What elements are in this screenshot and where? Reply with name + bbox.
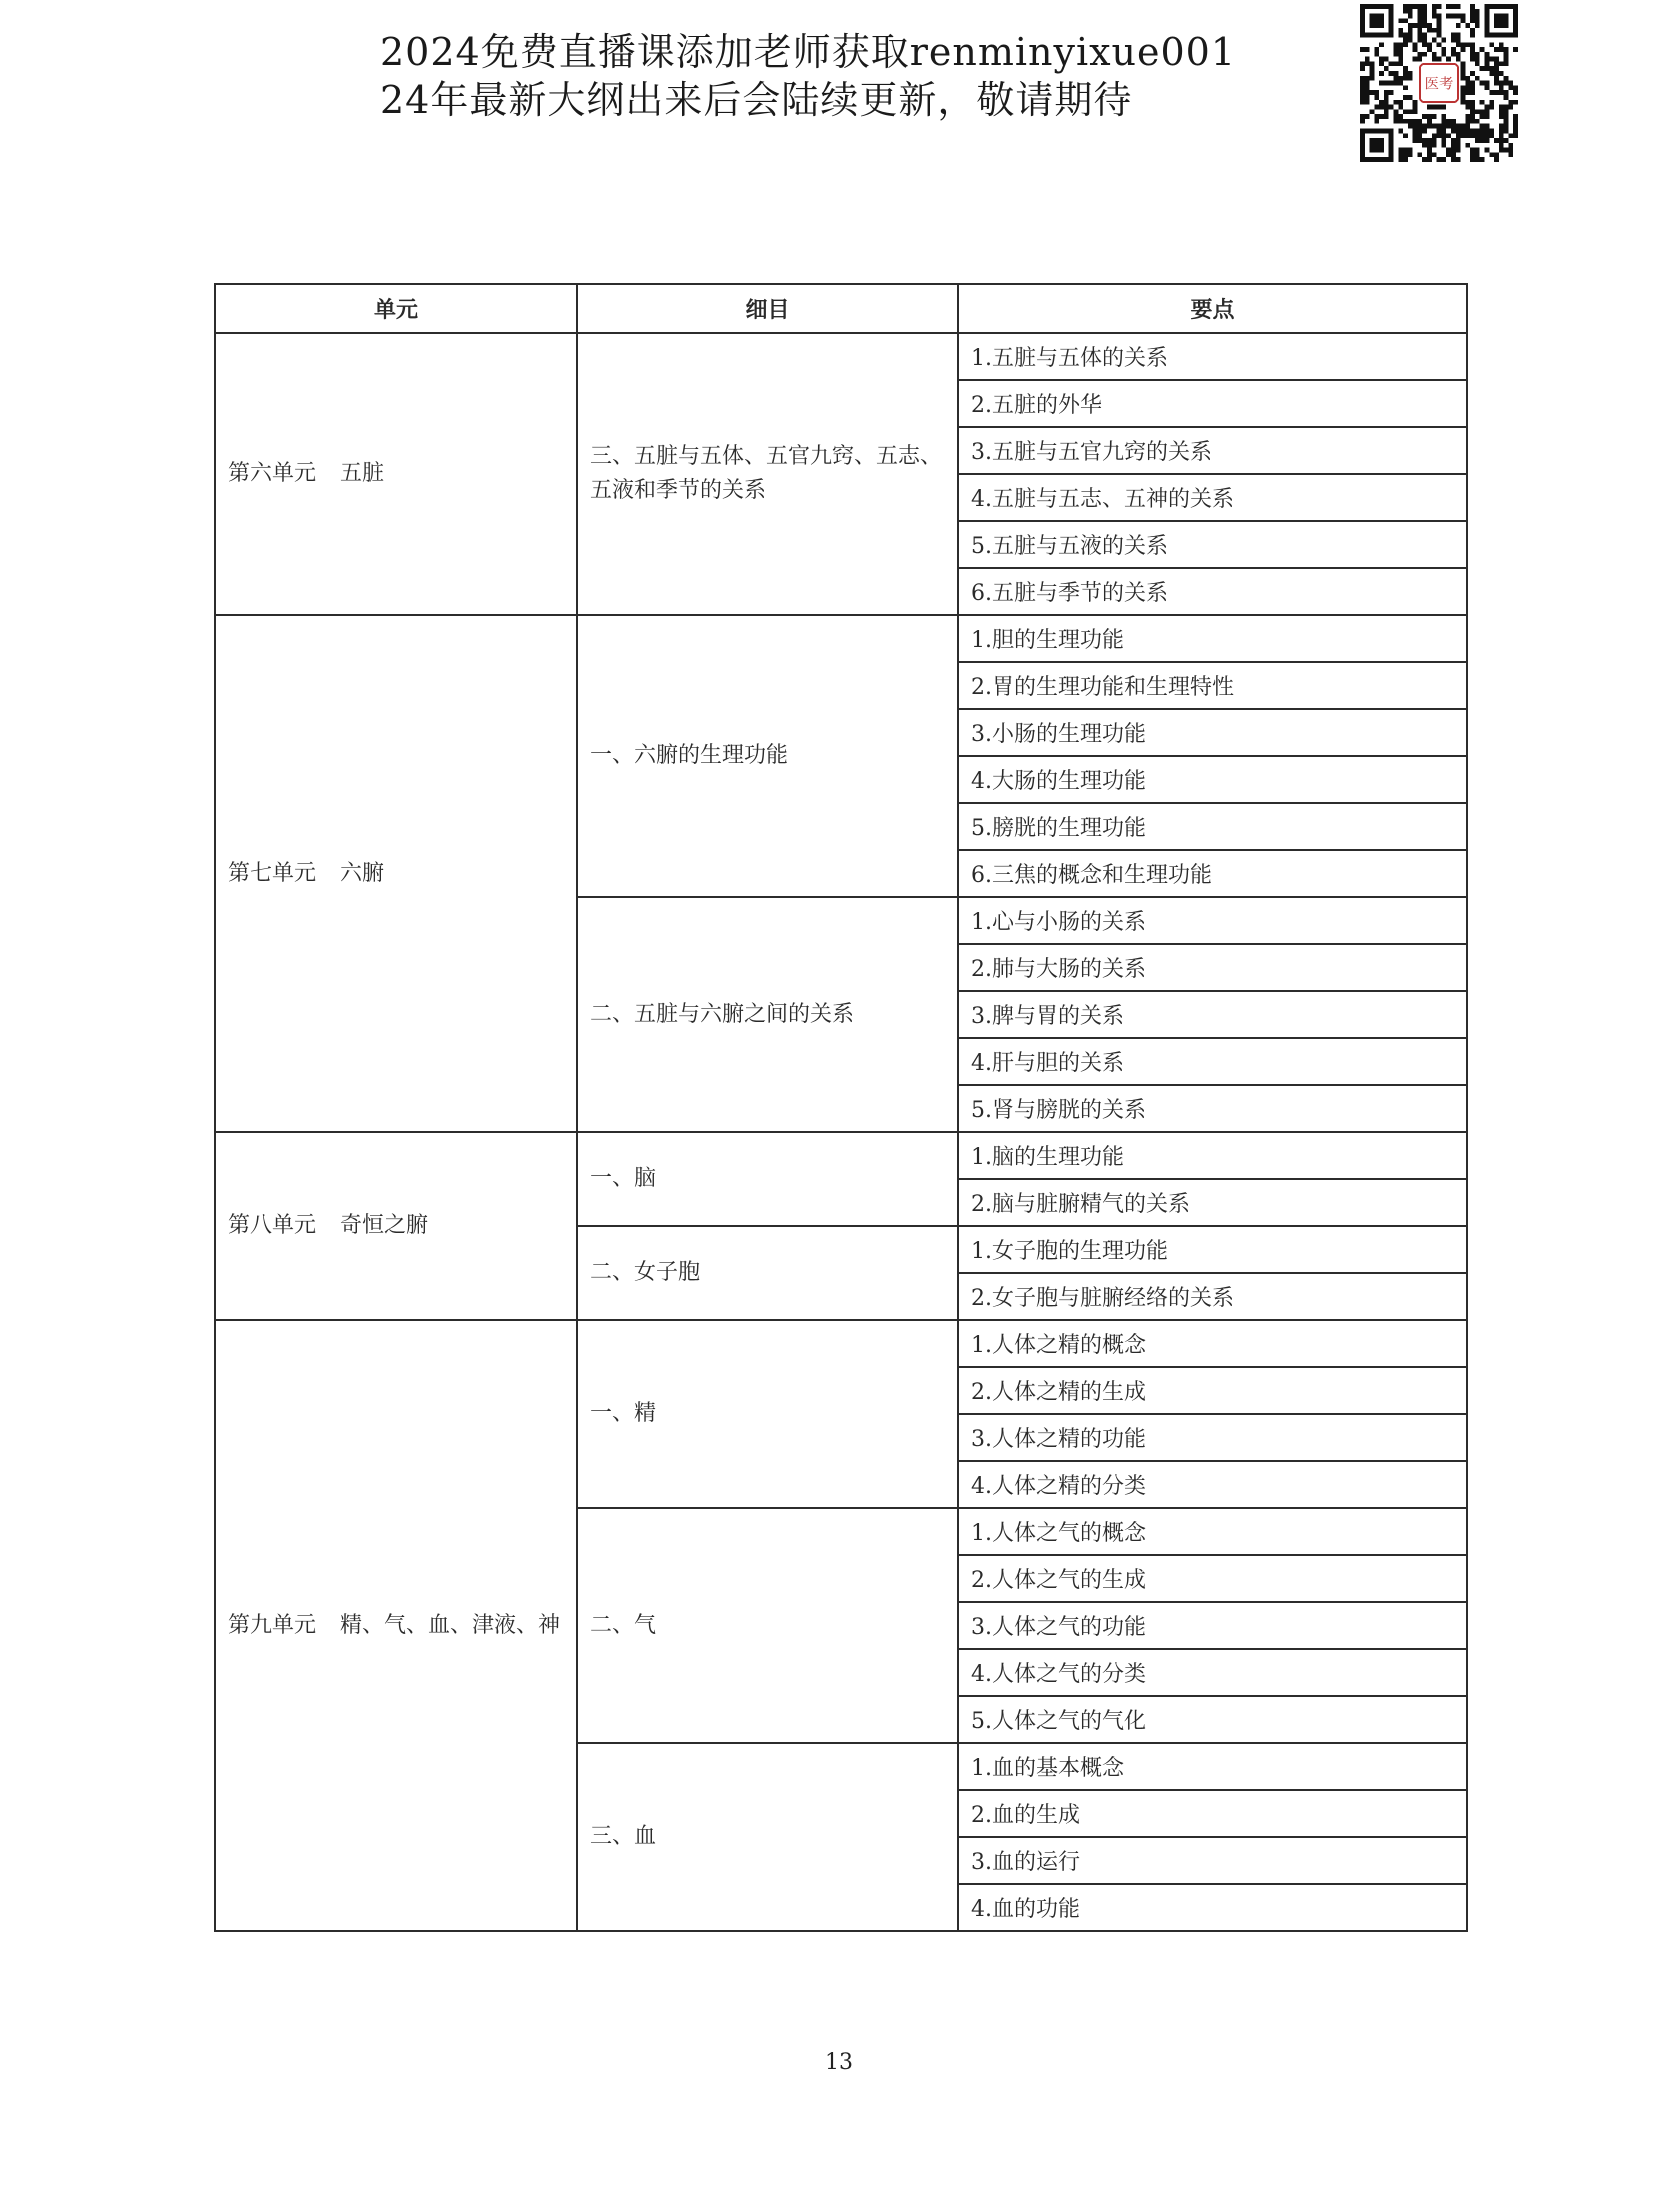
point-cell: 1.脑的生理功能: [958, 1132, 1467, 1179]
unit-cell: [215, 1320, 577, 1931]
point-cell: 1.人体之气的概念: [958, 1508, 1467, 1555]
point-cell: 2.脑与脏腑精气的关系: [958, 1179, 1467, 1226]
detail-cell: 三、五脏与五体、五官九窍、五志、五液和季节的关系: [577, 333, 958, 615]
point-cell: 4.血的功能: [958, 1884, 1467, 1931]
table-row: [215, 1132, 1467, 1179]
point-cell: 1.人体之精的概念: [958, 1320, 1467, 1367]
point-cell: 5.膀胱的生理功能: [958, 803, 1467, 850]
point-cell: 4.大肠的生理功能: [958, 756, 1467, 803]
point-cell: 1.五脏与五体的关系: [958, 333, 1467, 380]
point-cell: 2.血的生成: [958, 1790, 1467, 1837]
point-cell: 6.五脏与季节的关系: [958, 568, 1467, 615]
point-cell: 3.脾与胃的关系: [958, 991, 1467, 1038]
table-row: [215, 333, 1467, 380]
point-cell: 3.血的运行: [958, 1837, 1467, 1884]
point-cell: 2.人体之气的生成: [958, 1555, 1467, 1602]
detail-cell: 一、精: [577, 1320, 958, 1508]
point-cell: 6.三焦的概念和生理功能: [958, 850, 1467, 897]
unit-name: 六腑: [340, 860, 385, 886]
point-cell: 2.肺与大肠的关系: [958, 944, 1467, 991]
detail-cell: 二、五脏与六腑之间的关系: [577, 897, 958, 1132]
point-cell: 1.胆的生理功能: [958, 615, 1467, 662]
point-cell: 4.五脏与五志、五神的关系: [958, 474, 1467, 521]
unit-number: 第六单元: [228, 461, 317, 486]
unit-name: 精、气、血、津液、神: [340, 1612, 561, 1638]
table-row: [215, 615, 1467, 662]
point-cell: 2.人体之精的生成: [958, 1367, 1467, 1414]
point-cell: 4.人体之气的分类: [958, 1649, 1467, 1696]
point-cell: 5.肾与膀胱的关系: [958, 1085, 1467, 1132]
unit-number: 第八单元: [228, 1213, 317, 1238]
point-cell: 3.人体之气的功能: [958, 1602, 1467, 1649]
column-header-unit: 单元: [215, 284, 577, 333]
unit-name: 奇恒之腑: [340, 1213, 429, 1238]
column-header-detail: 细目: [577, 284, 958, 333]
unit-cell: [215, 615, 577, 1132]
column-header-point: 要点: [958, 284, 1467, 333]
unit-number: 第七单元: [228, 860, 317, 886]
point-cell: 3.人体之精的功能: [958, 1414, 1467, 1461]
page-number: 13: [825, 2050, 853, 2075]
header-line-2: 24年最新大纲出来后会陆续更新，敬请期待: [380, 78, 1133, 122]
unit-cell: [215, 1132, 577, 1320]
unit-cell: [215, 333, 577, 615]
table-body: [215, 333, 1467, 1931]
point-cell: 3.五脏与五官九窍的关系: [958, 427, 1467, 474]
header: [380, 28, 1236, 124]
point-cell: 5.五脏与五液的关系: [958, 521, 1467, 568]
unit-number: 第九单元: [228, 1612, 317, 1638]
point-cell: 4.人体之精的分类: [958, 1461, 1467, 1508]
point-cell: 5.人体之气的气化: [958, 1696, 1467, 1743]
qr-badge-text: 医考: [1424, 76, 1454, 93]
header-line-1: 2024免费直播课添加老师获取renminyixue001: [380, 30, 1237, 74]
detail-cell: 二、气: [577, 1508, 958, 1743]
syllabus-table: [214, 283, 1468, 1932]
unit-name: 五脏: [340, 461, 385, 486]
point-cell: 1.血的基本概念: [958, 1743, 1467, 1790]
point-cell: 1.心与小肠的关系: [958, 897, 1467, 944]
detail-cell: 一、六腑的生理功能: [577, 615, 958, 897]
detail-cell: 一、脑: [577, 1132, 958, 1226]
point-cell: 3.小肠的生理功能: [958, 709, 1467, 756]
point-cell: 2.女子胞与脏腑经络的关系: [958, 1273, 1467, 1320]
point-cell: 1.女子胞的生理功能: [958, 1226, 1467, 1273]
point-cell: 2.胃的生理功能和生理特性: [958, 662, 1467, 709]
point-cell: 2.五脏的外华: [958, 380, 1467, 427]
table-row: [215, 1320, 1467, 1367]
qr-code-icon: [1360, 4, 1518, 162]
detail-cell: 三、血: [577, 1743, 958, 1931]
table-header-row: [215, 284, 1467, 333]
point-cell: 4.肝与胆的关系: [958, 1038, 1467, 1085]
detail-cell: 二、女子胞: [577, 1226, 958, 1320]
